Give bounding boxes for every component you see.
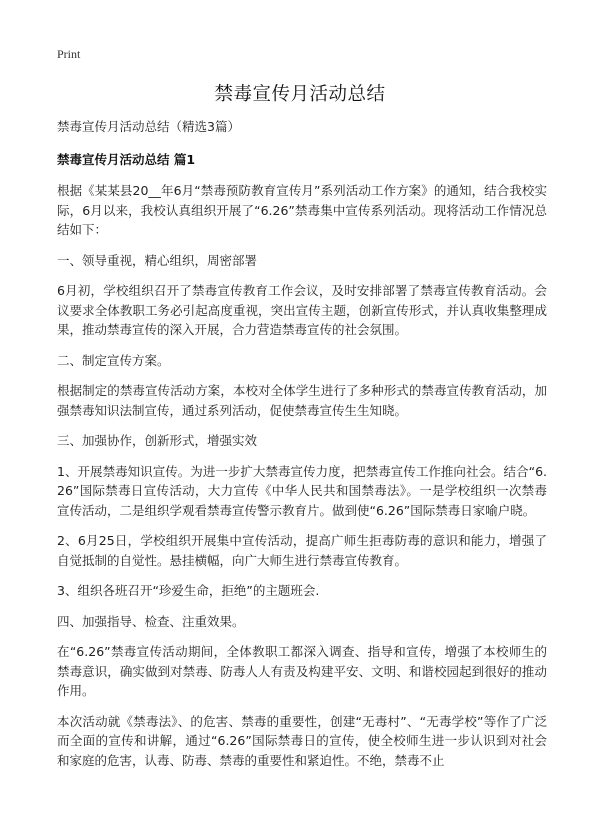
heading-plan: 二、制定宣传方案。 (57, 352, 170, 368)
section-heading: 禁毒宣传月活动总结 篇1 (57, 152, 196, 167)
heading-leadership: 一、领导重视，精心组织，周密部署 (57, 252, 258, 268)
paragraph-item-2: 2、6月25日，学校组织开展集中宣传活动，提高广师生拒毒防毒的意识和能力，增强了自觉抵制的自觉性。悬挂横幅，向广大师生进行禁毒宣传教育。 (57, 533, 547, 568)
paragraph-summary: 本次活动就《禁毒法》、的危害、禁毒的重要性，创建“无毒村”、“无毒学校”等作了广泛而全面的宣传和讲解，通过“6.26”国际禁毒日的宣传，使全校师生进一步认识到对社会和家庭的危害，认毒、防毒、禁毒的重要性和紧迫性。不绝，禁毒不止 (57, 713, 547, 768)
heading-guidance: 四、加强指导、检查、注重效果。 (57, 613, 245, 629)
paragraph-intro: 根据《某某县20__年6月“禁毒预防教育宣传月”系列活动工作方案》的通知，结合我校实际，6月以来，我校认真组织开展了“6.26”禁毒集中宣传系列活动。现将活动工作情况总结如下： (57, 183, 547, 237)
paragraph-item-3: 3、组织各班召开“珍爱生命，拒绝”的主题班会. (57, 583, 320, 598)
page-title: 禁毒宣传月活动总结 (214, 84, 386, 105)
paragraph-meeting: 6月初，学校组织召开了禁毒宣传教育工作会议，及时安排部署了禁毒宣传教育活动。会议要求全体教职工务必引起高度重视，突出宣传主题，创新宣传形式，并认真收集整理成果，推动禁毒宣传的深入开展，合力营造禁毒宣传的社会氛围。 (57, 283, 547, 337)
document-body (57, 117, 547, 781)
print-link[interactable]: Print (57, 47, 81, 61)
document-subtitle: 禁毒宣传月活动总结（精选3篇） (57, 119, 240, 134)
paragraph-guidance: 在“6.26”禁毒宣传活动期间，全体教职工都深入调查、指导和宣传，增强了本校师生的禁毒意识，确实做到对禁毒、防毒人人有责及构建平安、文明、和谐校园起到很好的推动作用。 (57, 644, 547, 698)
heading-cooperation: 三、加强协作，创新形式，增强实效 (57, 433, 258, 448)
paragraph-item-1: 1、开展禁毒知识宣传。为进一步扩大禁毒宣传力度，把禁毒宣传工作推向社会。结合“6.26”国际禁毒日宣传活动，大力宣传《中华人民共和国禁毒法》。一是学校组织一次禁毒宣传活动，二是组织学观看禁毒宣传警示教育片。做到使“6.26”国际禁毒日家喻户晓。 (57, 463, 547, 518)
paragraph-plan: 根据制定的禁毒宣传活动方案，本校对全体学生进行了多种形式的禁毒宣传教育活动，加强禁毒知识法制宣传，通过系列活动，促使禁毒宣传生生知晓。 (57, 383, 547, 418)
